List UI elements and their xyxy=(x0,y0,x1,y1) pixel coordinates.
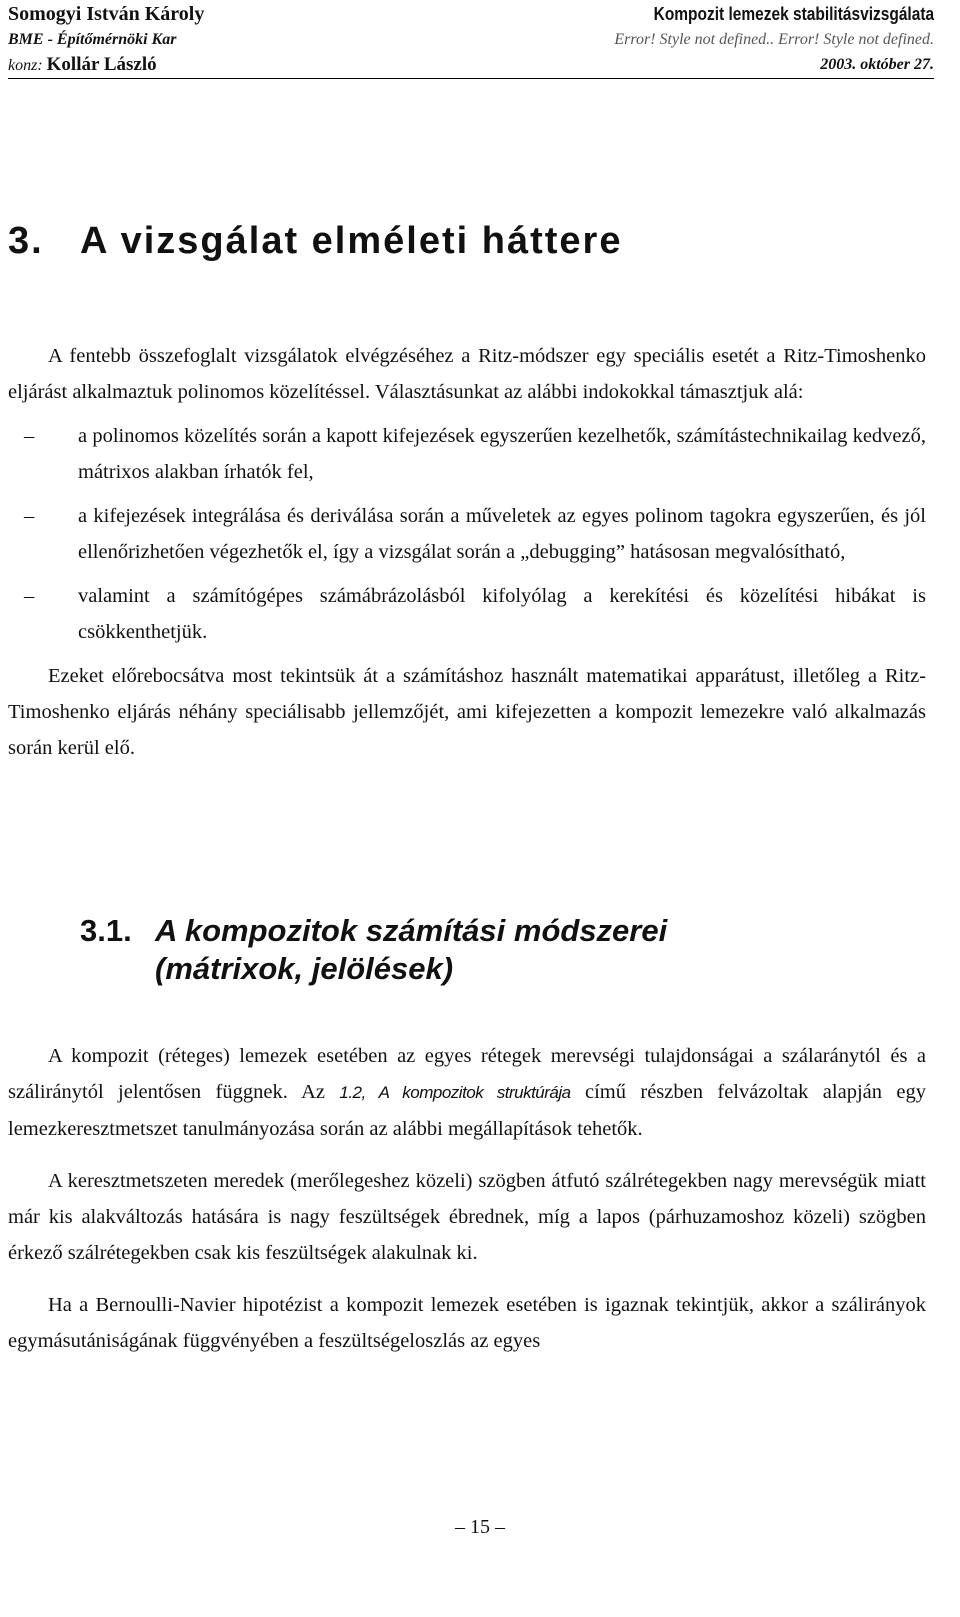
list-item: – valamint a számítógépes számábrázolásból kifolyólag a kerekítési és közelítési hibákat is csökkenthetjük. xyxy=(8,578,926,650)
faculty-name: BME - Építőmérnöki Kar xyxy=(8,31,177,48)
section-title-line2: (mátrixok, jelölések) xyxy=(155,951,454,986)
header-right xyxy=(608,2,934,77)
intro-paragraph: A fentebb összefoglalt vizsgálatok elvégzéséhez a Ritz-módszer egy speciális esetét a Ritz-Timoshenko eljárást alkalmaztuk polinomos közelítéssel. Választásunkat az alábbi indokokkal támasztjuk alá: xyxy=(8,345,926,403)
author-name: Somogyi István Károly xyxy=(8,3,205,25)
consultant-name: Kollár László xyxy=(46,54,157,75)
dash-marker: – xyxy=(24,585,35,607)
document-title: Kompozit lemezek stabilitásvizsgálata xyxy=(653,4,934,24)
chapter-body xyxy=(8,338,926,766)
section-paragraph-2: A keresztmetszeten meredek (merőlegeshez közeli) szögben átfutó szálrétegekben nagy merevségük miatt már kis alakváltozás hatására is nagy feszültségek ébrednek, míg a lapos (párhuzamoshoz közeli) szögben érkező szálrétegekben csak kis feszültségek alakulnak ki. xyxy=(8,1170,926,1264)
style-error-text: Error! Style not defined.. Error! Style not defined. xyxy=(614,31,934,48)
section-body xyxy=(8,1038,926,1375)
header-left xyxy=(8,2,204,77)
consultant-label: konz: xyxy=(8,57,43,74)
chapter-heading xyxy=(8,220,622,263)
consultant-line xyxy=(8,52,204,77)
section-number: 3.1. xyxy=(80,913,132,948)
page-header xyxy=(0,0,960,80)
list-item: – a polinomos közelítés során a kapott kifejezések egyszerűen kezelhetők, számítástechnikailag kedvező, mátrixos alakban írhatók fel, xyxy=(8,418,926,490)
cross-reference: 1.2, A kompozitok struktúrája xyxy=(339,1083,571,1102)
reason-list xyxy=(8,418,926,650)
summary-paragraph: Ezeket előrebocsátva most tekintsük át a számításhoz használt matematikai apparátust, illetőleg a Ritz-Timoshenko eljárás néhány speciálisabb jellemzőjét, ami kifejezetten a kompozit lemezekre való alkalmazás során kerül elő. xyxy=(8,665,926,759)
section-paragraph-1: A kompozit (réteges) lemezek esetében az egyes rétegek merevségi tulajdonságai a szálaránytól és a száliránytól jelentősen függnek. Az 1.2, A kompozitok struktúrája című részben felvázoltak alapján egy lemezkeresztmetszet tanulmányozása során az alábbi megállapítások tehetők. xyxy=(8,1045,926,1140)
header-divider xyxy=(8,78,934,79)
dash-marker: – xyxy=(24,425,35,447)
section-paragraph-3: Ha a Bernoulli-Navier hipotézist a kompozit lemezek esetében is igaznak tekintjük, akkor a szálirányok egymásutániságának függvényében a feszültségeloszlás az egyes xyxy=(8,1294,926,1352)
page-number: – 15 – xyxy=(455,1516,505,1538)
chapter-number: 3. xyxy=(8,220,44,262)
header-date: 2003. október 27. xyxy=(820,56,934,73)
list-item: – a kifejezések integrálása és deriválása során a műveletek az egyes polinom tagokra egyszerűen, és jól ellenőrizhetően végezhetők el, így a vizsgálat során a „debugging” hatásosan megvalósítható, xyxy=(8,498,926,570)
section-heading xyxy=(80,912,667,988)
chapter-title: A vizsgálat elméleti háttere xyxy=(80,220,623,262)
dash-marker: – xyxy=(24,505,35,527)
section-title-line1: A kompozitok számítási módszerei xyxy=(155,913,668,948)
